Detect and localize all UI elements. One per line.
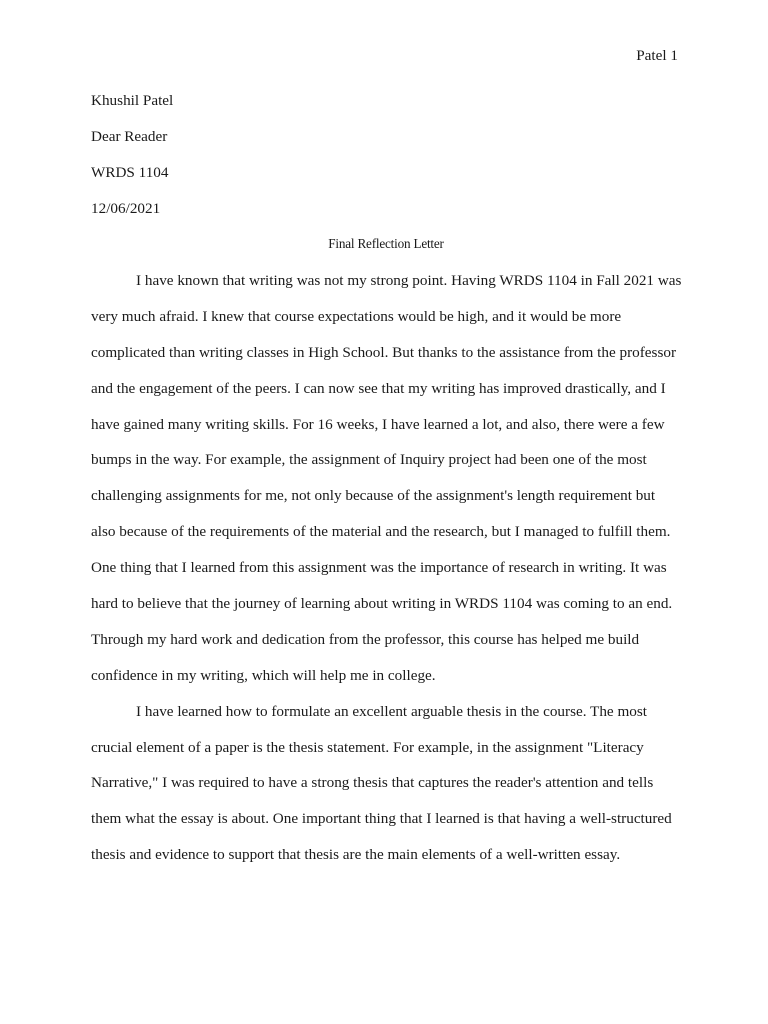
body-line: Through my hard work and dedication from the professor, this course has helped me build [91,630,640,648]
body-line: them what the essay is about. One important thing that I learned is that having a well-structured [91,810,672,828]
body-line: Narrative," I was required to have a strong thesis that captures the reader's attention and tells [91,774,654,792]
body-line: also because of the requirements of the material and the research, but I managed to fulfill them. [91,523,671,541]
body-line: challenging assignments for me, not only because of the assignment's length requirement but [91,487,656,505]
body-text [91,270,681,880]
body-line: I have known that writing was not my strong point. Having WRDS 1104 in Fall 2021 was [136,272,682,289]
body-line: have gained many writing skills. For 16 weeks, I have learned a lot, and also, there were a few [91,415,665,433]
document-date: 12/06/2021 [91,200,161,217]
body-line: very much afraid. I knew that course expectations would be high, and it would be more [91,307,622,325]
body-line: crucial element of a paper is the thesis statement. For example, in the assignment "Literacy [91,738,644,756]
page-number: Patel 1 [636,47,678,64]
body-line: hard to believe that the journey of learning about writing in WRDS 1104 was coming to an end. [91,595,673,613]
mla-heading [91,90,681,234]
course-code: WRDS 1104 [91,164,169,181]
body-line: thesis and evidence to support that thesis are the main elements of a well-written essay. [91,846,621,864]
body-line: I have learned how to formulate an excellent arguable thesis in the course. The most [136,702,647,720]
page-header [636,45,678,67]
body-line: One thing that I learned from this assignment was the importance of research in writing. It was [91,559,667,577]
author-name: Khushil Patel [91,92,174,109]
body-line: and the engagement of the peers. I can now see that my writing has improved drastically, and I [91,379,666,397]
document-title: Final Reflection Letter [328,236,444,251]
body-line: bumps in the way. For example, the assignment of Inquiry project had been one of the most [91,451,647,469]
recipient: Dear Reader [91,128,168,145]
body-line: confidence in my writing, which will help me in college. [91,666,436,684]
body-line: complicated than writing classes in High School. But thanks to the assistance from the professor [91,343,677,361]
